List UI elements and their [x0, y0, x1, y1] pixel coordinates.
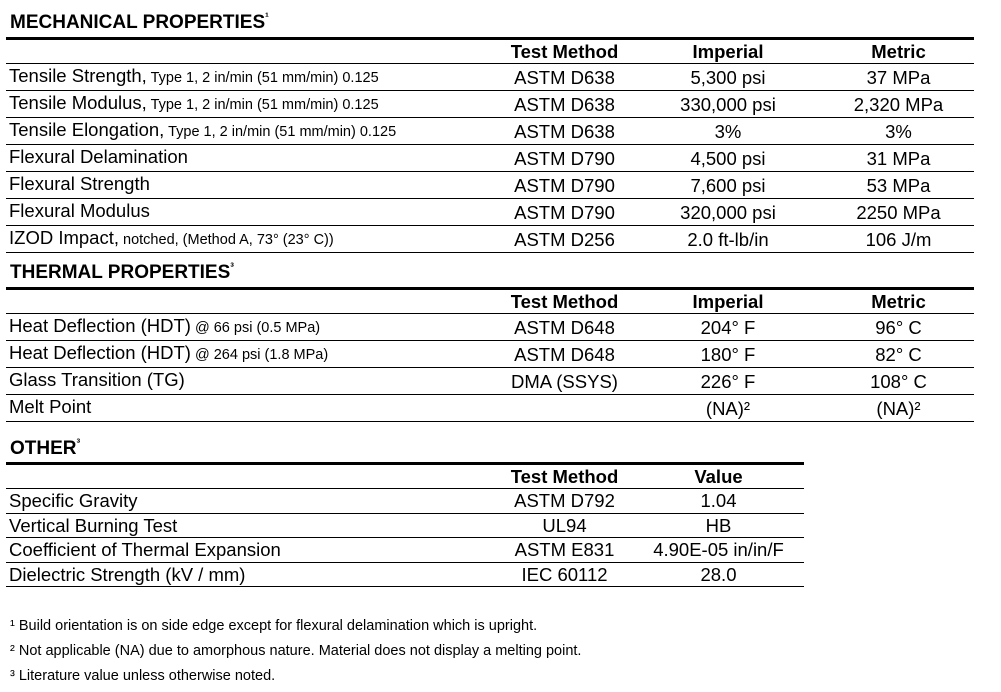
metric-cell: (NA)² — [823, 395, 974, 422]
table-row — [6, 91, 974, 118]
table-row — [6, 226, 974, 253]
header-test-method: Test Method — [496, 289, 633, 314]
value-cell: 28.0 — [633, 562, 804, 587]
test-method-cell: ASTM D638 — [496, 118, 633, 145]
metric-cell: 53 MPa — [823, 172, 974, 199]
imperial-cell: 180° F — [633, 341, 823, 368]
property-cell: Coefficient of Thermal Expansion — [6, 538, 496, 563]
metric-cell: 106 J/m — [823, 226, 974, 253]
thermal-section-title: THERMAL $PROPERTIES^{^3}$ — [10, 261, 234, 283]
header-property — [6, 289, 496, 314]
test-method-cell: ASTM D790 — [496, 172, 633, 199]
test-method-cell — [496, 395, 633, 422]
header-imperial: Imperial — [633, 289, 823, 314]
thermal-properties-table — [6, 287, 974, 422]
imperial-cell: 2.0 ft-lb/in — [633, 226, 823, 253]
imperial-cell: 4,500 psi — [633, 145, 823, 172]
footnote-2: ² Not applicable (NA) due to amorphous nature. Material does not display a melting point. — [10, 643, 582, 659]
header-property — [6, 464, 496, 489]
header-metric: Metric — [823, 289, 974, 314]
property-cell: Tensile Modulus, Type 1, 2 in/min (51 mm/min) 0.125 — [6, 91, 496, 118]
test-method-cell: ASTM D790 — [496, 145, 633, 172]
table-row — [6, 145, 974, 172]
metric-cell: 2250 MPa — [823, 199, 974, 226]
table-row — [6, 199, 974, 226]
metric-cell: 31 MPa — [823, 145, 974, 172]
table-row — [6, 395, 974, 422]
mechanical-properties-table — [6, 37, 974, 253]
header-test-method: Test Method — [496, 464, 633, 489]
mechanical-section-title: MECHANICAL $PROPERTIES^{^1}$ — [10, 11, 269, 33]
table-row — [6, 368, 974, 395]
property-cell: Tensile Elongation, Type 1, 2 in/min (51 mm/min) 0.125 — [6, 118, 496, 145]
test-method-cell: IEC 60112 — [496, 562, 633, 587]
other-section-title: $OTHER^{^3}$ — [10, 437, 81, 459]
property-cell: Flexural Modulus — [6, 199, 496, 226]
footnote-3: ³ Literature value unless otherwise noted. — [10, 668, 276, 684]
footnotes — [10, 614, 581, 689]
test-method-cell: ASTM D648 — [496, 314, 633, 341]
value-cell: 1.04 — [633, 489, 804, 514]
property-cell: Specific Gravity — [6, 489, 496, 514]
header-value: Value — [633, 464, 804, 489]
table-row — [6, 172, 974, 199]
property-cell: Vertical Burning Test — [6, 513, 496, 538]
metric-cell: 108° C — [823, 368, 974, 395]
test-method-cell: ASTM D790 — [496, 199, 633, 226]
imperial-cell: 7,600 psi — [633, 172, 823, 199]
table-header-row — [6, 464, 804, 489]
property-cell: Flexural Delamination — [6, 145, 496, 172]
table-row — [6, 562, 804, 587]
test-method-cell: ASTM D256 — [496, 226, 633, 253]
property-cell: Flexural Strength — [6, 172, 496, 199]
property-cell: Glass Transition (TG) — [6, 368, 496, 395]
test-method-cell: ASTM D638 — [496, 91, 633, 118]
header-metric: Metric — [823, 39, 974, 64]
table-row — [6, 118, 974, 145]
metric-cell: 2,320 MPa — [823, 91, 974, 118]
table-header-row — [6, 39, 974, 64]
property-cell: Dielectric Strength (kV / mm) — [6, 562, 496, 587]
header-test-method: Test Method — [496, 39, 633, 64]
test-method-cell: UL94 — [496, 513, 633, 538]
property-cell: Melt Point — [6, 395, 496, 422]
test-method-cell: ASTM E831 — [496, 538, 633, 563]
property-cell: Tensile Strength, Type 1, 2 in/min (51 mm/min) 0.125 — [6, 64, 496, 91]
metric-cell: 82° C — [823, 341, 974, 368]
imperial-cell: 226° F — [633, 368, 823, 395]
imperial-cell: 3% — [633, 118, 823, 145]
imperial-cell: 320,000 psi — [633, 199, 823, 226]
property-cell: IZOD Impact, notched, (Method A, 73° (23° C)) — [6, 226, 496, 253]
test-method-cell: DMA (SSYS) — [496, 368, 633, 395]
imperial-cell: (NA)² — [633, 395, 823, 422]
imperial-cell: 204° F — [633, 314, 823, 341]
header-imperial: Imperial — [633, 39, 823, 64]
property-cell: Heat Deflection (HDT) @ 66 psi (0.5 MPa) — [6, 314, 496, 341]
metric-cell: 37 MPa — [823, 64, 974, 91]
imperial-cell: 330,000 psi — [633, 91, 823, 118]
table-row — [6, 314, 974, 341]
table-header-row — [6, 289, 974, 314]
test-method-cell: ASTM D638 — [496, 64, 633, 91]
value-cell: 4.90E-05 in/in/F — [633, 538, 804, 563]
footnote-1: ¹ Build orientation is on side edge except for flexural delamination which is upright. — [10, 618, 538, 634]
table-row — [6, 513, 804, 538]
metric-cell: 96° C — [823, 314, 974, 341]
table-row — [6, 489, 804, 514]
value-cell: HB — [633, 513, 804, 538]
other-properties-table — [6, 462, 804, 587]
test-method-cell: ASTM D648 — [496, 341, 633, 368]
header-property — [6, 39, 496, 64]
table-row — [6, 538, 804, 563]
property-cell: Heat Deflection (HDT) @ 264 psi (1.8 MPa) — [6, 341, 496, 368]
metric-cell: 3% — [823, 118, 974, 145]
table-row — [6, 341, 974, 368]
table-row — [6, 64, 974, 91]
test-method-cell: ASTM D792 — [496, 489, 633, 514]
imperial-cell: 5,300 psi — [633, 64, 823, 91]
